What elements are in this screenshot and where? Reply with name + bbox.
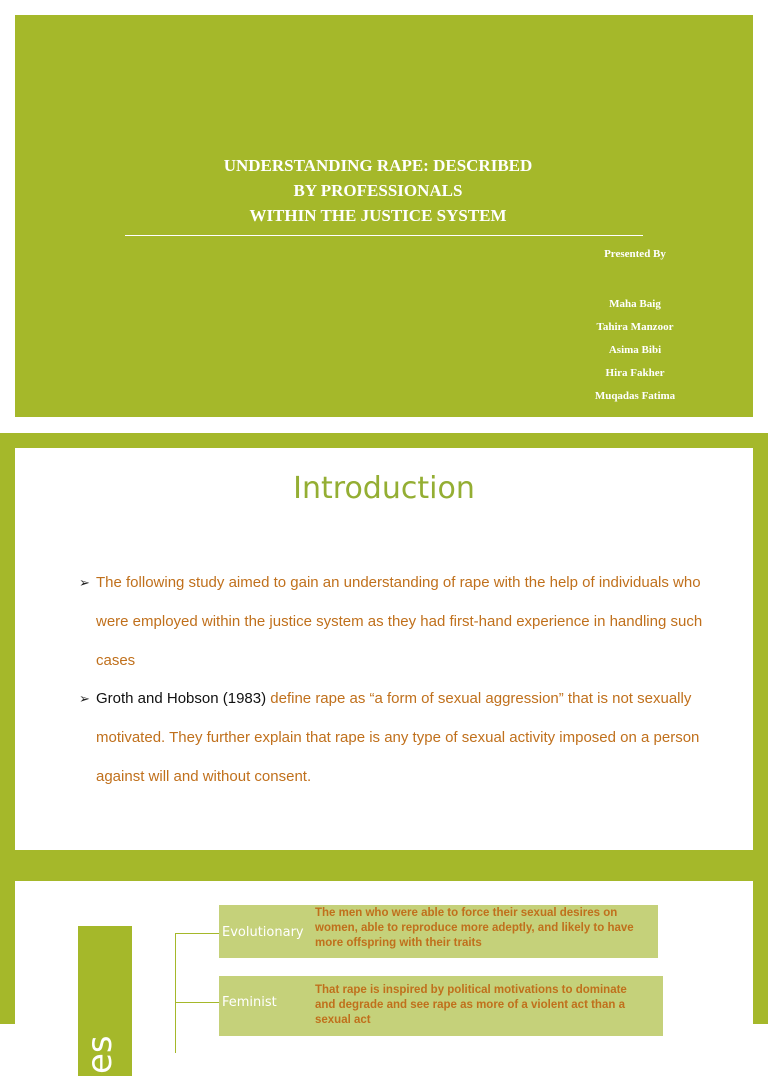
title-slide: [15, 15, 753, 417]
tree-branch: [175, 933, 219, 934]
side-title: es: [80, 1035, 120, 1074]
bullet-item: [79, 680, 719, 796]
theory-text: That rape is inspired by political motivations to dominate and degrade and see rape as more of a violent act than a sexual act: [315, 984, 627, 1026]
side-title-bar: [78, 926, 132, 1076]
title-line-2: BY PROFESSIONALS: [293, 181, 463, 200]
theory-label: Evolutionary: [222, 925, 304, 940]
introduction-card: [15, 448, 753, 850]
theory-box-evolutionary: [219, 905, 658, 958]
introduction-heading: Introduction: [293, 471, 475, 506]
theory-label: Feminist: [222, 995, 277, 1010]
presenter-list: [555, 293, 715, 408]
theory-text: The men who were able to force their sexual desires on women, able to reproduce more adeptly, and likely to have more offspring with their traits: [315, 907, 634, 949]
presenter-name: Hira Fakher: [605, 367, 665, 379]
presenter-name: Asima Bibi: [608, 344, 662, 356]
bullet-list: [79, 564, 719, 797]
introduction-slide: [0, 433, 768, 865]
bullet-text: define rape as “a form of sexual aggression” that is not sexually motivated. They further explain that rape is any type of sexual activity imposed on a person against will and without consent.: [96, 690, 700, 785]
presenter-name: Tahira Manzoor: [596, 321, 674, 333]
theories-card: [15, 881, 753, 1074]
title-line-3: WITHIN THE JUSTICE SYSTEM: [249, 206, 507, 225]
slide-title: [15, 153, 741, 228]
theory-box-feminist: [219, 976, 663, 1036]
presented-by-label: Presented By: [604, 248, 666, 260]
bullet-item: [79, 564, 719, 680]
arrow-bullet-icon: ➢: [79, 691, 90, 707]
arrow-bullet-icon: ➢: [79, 575, 90, 590]
presenter-name: Muqadas Fatima: [594, 390, 676, 402]
title-line-1: UNDERSTANDING RAPE: DESCRIBED: [223, 156, 533, 175]
presenter-name: Maha Baig: [609, 298, 661, 310]
tree-connector: [175, 933, 176, 1053]
tree-branch: [175, 1002, 219, 1003]
citation-text: Groth and Hobson (1983): [96, 690, 267, 708]
theories-slide: [0, 865, 768, 1074]
title-divider: [125, 235, 643, 236]
bullet-text: The following study aimed to gain an understanding of rape with the help of individuals who were employed within the justice system as they had first-hand experience in handling such cases: [96, 574, 703, 669]
